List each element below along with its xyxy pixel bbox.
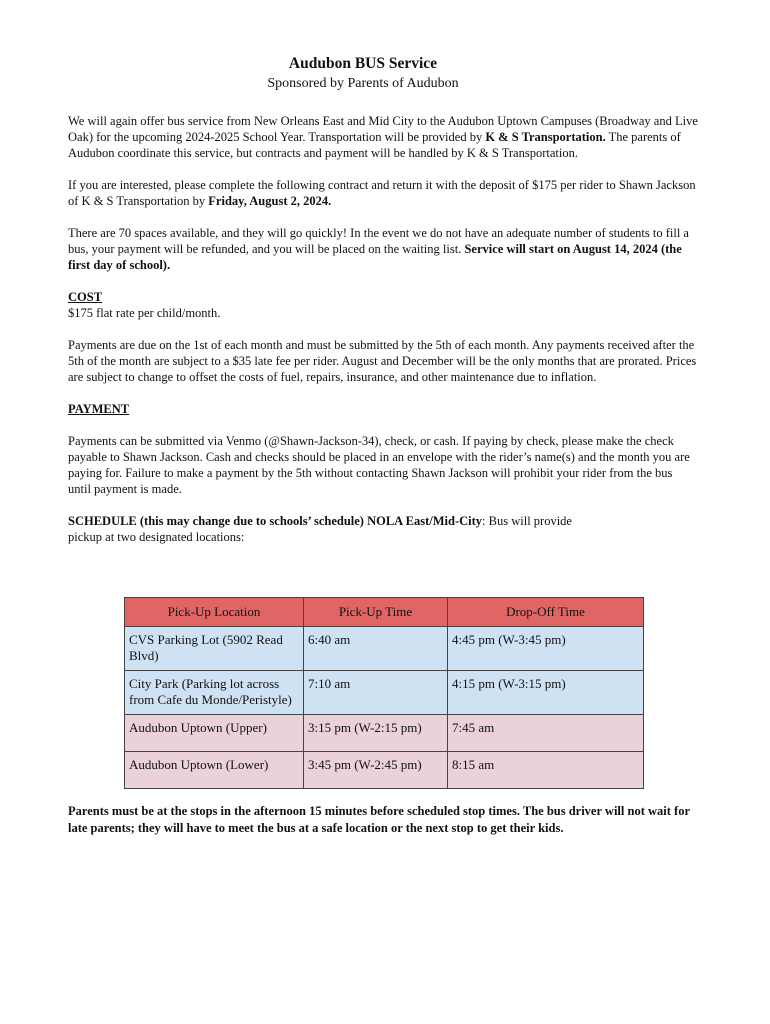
pickup-location-cell: City Park (Parking lot across from Cafe du Monde/Peristyle) xyxy=(125,671,304,715)
pickup-location-cell: Audubon Uptown (Upper) xyxy=(125,715,304,752)
pickup-time-cell: 7:10 am xyxy=(304,671,448,715)
spaces-paragraph: There are 70 spaces available, and they will go quickly! In the event we do not have an adequate number of students to fill a bus, your payment will be refunded, and you will be placed on the waiting list. Service will start on August 14, 2024 (the first day of school). xyxy=(68,226,689,272)
cost-details: Payments are due on the 1st of each month and must be submitted by the 5th of each month. Any payments received after the 5th of the month are subject to a $35 late fee per rider. August and December will be the only months that are prorated. Prices are subject to change to offset the costs of fuel, repairs, insurance, and other maintenance due to inflation. xyxy=(68,338,697,384)
document-subtitle: Sponsored by Parents of Audubon xyxy=(267,76,459,91)
payment-heading: PAYMENT xyxy=(68,402,130,416)
dropoff-time-cell: 7:45 am xyxy=(448,715,644,752)
dropoff-time-cell: 4:45 pm (W-3:45 pm) xyxy=(448,627,644,671)
pickup-time-cell: 3:15 pm (W-2:15 pm) xyxy=(304,715,448,752)
pickup-location-cell: Audubon Uptown (Lower) xyxy=(125,752,304,789)
document-title: Audubon BUS Service xyxy=(288,55,438,72)
schedule-intro: SCHEDULE (this may change due to schools’ schedule) NOLA East/Mid-City: Bus will provide pickup at two designated locations: xyxy=(68,514,572,544)
dropoff-time-cell: 4:15 pm (W-3:15 pm) xyxy=(448,671,644,715)
table-row xyxy=(125,715,644,752)
cost-rate: $175 flat rate per child/month. xyxy=(68,306,221,320)
dropoff-time-cell: 8:15 am xyxy=(448,752,644,789)
column-header-pickup-time: Pick-Up Time xyxy=(304,598,448,627)
column-header-pickup-location: Pick-Up Location xyxy=(125,598,304,627)
intro-paragraph: We will again offer bus service from New Orleans East and Mid City to the Audubon Uptown Campuses (Broadway and Live Oak) for the upcoming 2024-2025 School Year. Transportation will be provided by K & S Transportation. The parents of Audubon coordinate this service, but contracts and payment will be handled by K & S Transportation. xyxy=(68,114,698,160)
column-header-dropoff-time: Drop-Off Time xyxy=(448,598,644,627)
cost-heading: COST xyxy=(68,290,103,304)
payment-details: Payments can be submitted via Venmo (@Shawn-Jackson-34), check, or cash. If paying by check, please make the check payable to Shawn Jackson. Cash and checks should be placed in an envelope with the rider’s name(s) and the month you are paying for. Failure to make a payment by the 5th without contacting Shawn Jackson will prohibit your rider from the bus until payment is made. xyxy=(68,434,690,496)
table-row xyxy=(125,752,644,789)
table-row xyxy=(125,671,644,715)
pickup-location-cell: CVS Parking Lot (5902 Read Blvd) xyxy=(125,627,304,671)
schedule-table xyxy=(124,597,644,789)
interest-paragraph: If you are interested, please complete the following contract and return it with the deposit of $175 per rider to Shawn Jackson of K & S Transportation by Friday, August 2, 2024. xyxy=(68,178,696,208)
schedule-header-row xyxy=(125,598,644,627)
pickup-time-cell: 6:40 am xyxy=(304,627,448,671)
table-row xyxy=(125,627,644,671)
pickup-time-cell: 3:45 pm (W-2:45 pm) xyxy=(304,752,448,789)
document-body xyxy=(68,54,698,545)
parent-notice: Parents must be at the stops in the afternoon 15 minutes before scheduled stop times. The bus driver will not wait for late parents; they will have to meet the bus at a safe location or the next stop to get their kids. xyxy=(68,804,690,835)
